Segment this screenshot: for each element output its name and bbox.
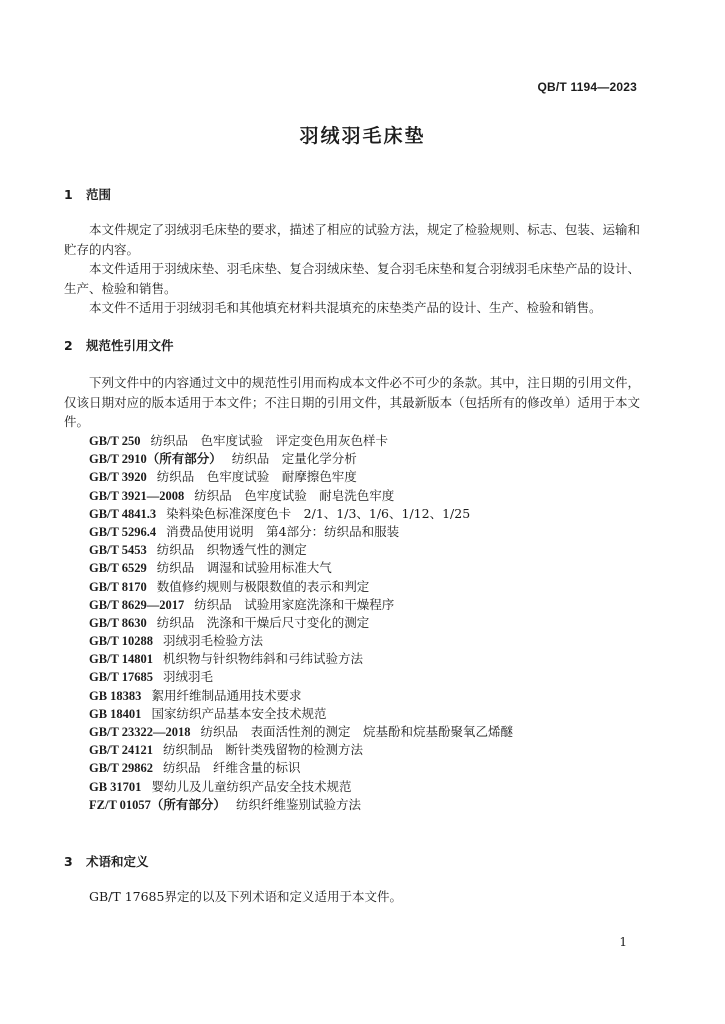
reference-item [89,741,513,759]
reference-code: GB/T 8630 [89,615,147,630]
reference-title: 纺织品 色牢度试验 耐皂洗色牢度 [194,487,395,503]
reference-title: 纺织品 色牢度试验 评定变色用灰色样卡 [150,433,389,448]
reference-title: 絮用纤维制品通用技术要求 [151,687,302,703]
reference-code: GB 18401 [89,706,142,721]
reference-title: 纺织品 织物透气性的测定 [156,542,307,558]
scope-paragraph-3: 本文件不适用于羽绒羽毛和其他填充材料共混填充的床垫类产品的设计、生产、检验和销售。 [89,300,602,315]
reference-title: 消费品使用说明 第4部分：纺织品和服装 [166,523,400,539]
reference-item [89,541,513,559]
reference-item [89,523,513,541]
reference-code: FZ/T 01057（所有部分） [89,797,226,812]
reference-code: GB/T 3921—2008 [89,488,185,503]
reference-item [89,705,513,723]
reference-code: GB/T 17685 [89,670,154,685]
section-title: 术语和定义 [86,854,149,869]
reference-code: GB/T 3920 [89,470,147,485]
reference-title: 纺织品 调湿和试验用标准大气 [156,560,332,576]
reference-item [89,796,513,814]
normative-intro-paragraph: 下列文件中的内容通过文中的规范性引用而构成本文件必不可少的条款。其中，注日期的引用文件，仅该日期对应的版本适用于本文件；不注日期的引用文件，其最新版本（包括所有的修改单）适用于本文件。 [64,375,640,429]
reference-item [89,505,513,523]
reference-code: GB 31701 [89,779,142,794]
reference-title: 纺织品 洗涤和干燥后尺寸变化的测定 [156,614,370,630]
reference-title: 数值修约规则与极限数值的表示和判定 [156,578,370,594]
reference-title: 纺织纤维鉴别试验方法 [235,796,361,812]
reference-title: 染料染色标准深度色卡 2/1、1/3、1/6、1/12、1/25 [166,505,471,521]
reference-code: GB/T 14801 [89,652,154,667]
reference-item [89,614,513,632]
reference-code: GB/T 10288 [89,634,154,649]
reference-code: GB/T 5453 [89,543,147,558]
reference-code: GB/T 24121 [89,743,154,758]
reference-code: GB/T 4841.3 [89,506,157,521]
reference-title: 纺织品 表面活性剂的测定 烷基酚和烷基酚聚氧乙烯醚 [200,724,514,739]
reference-title: 纺织品 试验用家庭洗涤和干燥程序 [194,596,395,612]
reference-item [89,668,513,686]
reference-item [89,759,513,777]
reference-code: GB/T 8170 [89,579,147,594]
standard-code: QB/T 1194—2023 [537,80,637,94]
reference-title: 机织物与针织物纬斜和弓纬试验方法 [163,651,364,667]
reference-item [89,596,513,614]
section-2-heading [64,336,174,354]
reference-item [89,687,513,705]
reference-code: GB/T 6529 [89,561,147,576]
document-title: 羽绒羽毛床垫 [299,125,426,147]
reference-code: GB/T 5296.4 [89,524,157,539]
reference-title: 羽绒羽毛检验方法 [163,633,264,649]
scope-paragraph-1: 本文件规定了羽绒羽毛床垫的要求，描述了相应的试验方法，规定了检验规则、标志、包装、运输和贮存的内容。 [64,222,640,257]
reference-code: GB/T 2910（所有部分） [89,452,222,467]
reference-code: GB/T 8629—2017 [89,597,185,612]
reference-item [89,450,513,468]
reference-item [89,468,513,486]
section-number: 1 [64,187,73,202]
reference-title: 纺织品 色牢度试验 耐摩擦色牢度 [156,469,357,485]
section-1-heading [64,185,111,203]
reference-code: GB/T 29862 [89,761,154,776]
reference-title: 羽绒羽毛 [163,669,214,685]
scope-paragraph-2: 本文件适用于羽绒床垫、羽毛床垫、复合羽绒床垫、复合羽毛床垫和复合羽绒羽毛床垫产品的设计、生产、检验和销售。 [64,261,640,296]
reference-item [89,632,513,650]
section-title: 规范性引用文件 [86,338,174,353]
terms-intro-paragraph: GB/T 17685界定的以及下列术语和定义适用于本文件。 [89,889,402,904]
reference-item [89,559,513,577]
section-number: 2 [64,338,73,353]
reference-item [89,487,513,505]
reference-title: 婴幼儿及儿童纺织产品安全技术规范 [151,778,352,794]
reference-list [89,432,513,814]
reference-item [89,723,513,741]
section-number: 3 [64,854,73,869]
reference-code: GB 18383 [89,688,142,703]
reference-title: 纺织制品 断针类残留物的检测方法 [163,742,364,758]
reference-title: 国家纺织产品基本安全技术规范 [151,705,327,721]
reference-code: GB/T 250 [89,434,141,448]
reference-item [89,778,513,796]
section-3-heading [64,852,149,870]
reference-item [89,650,513,668]
reference-code: GB/T 23322—2018 [89,725,191,739]
reference-title: 纺织品 纤维含量的标识 [163,760,301,776]
page-number: 1 [619,935,627,949]
section-title: 范围 [86,187,112,202]
reference-title: 纺织品 定量化学分析 [231,451,357,467]
reference-item [89,432,513,450]
reference-item [89,578,513,596]
